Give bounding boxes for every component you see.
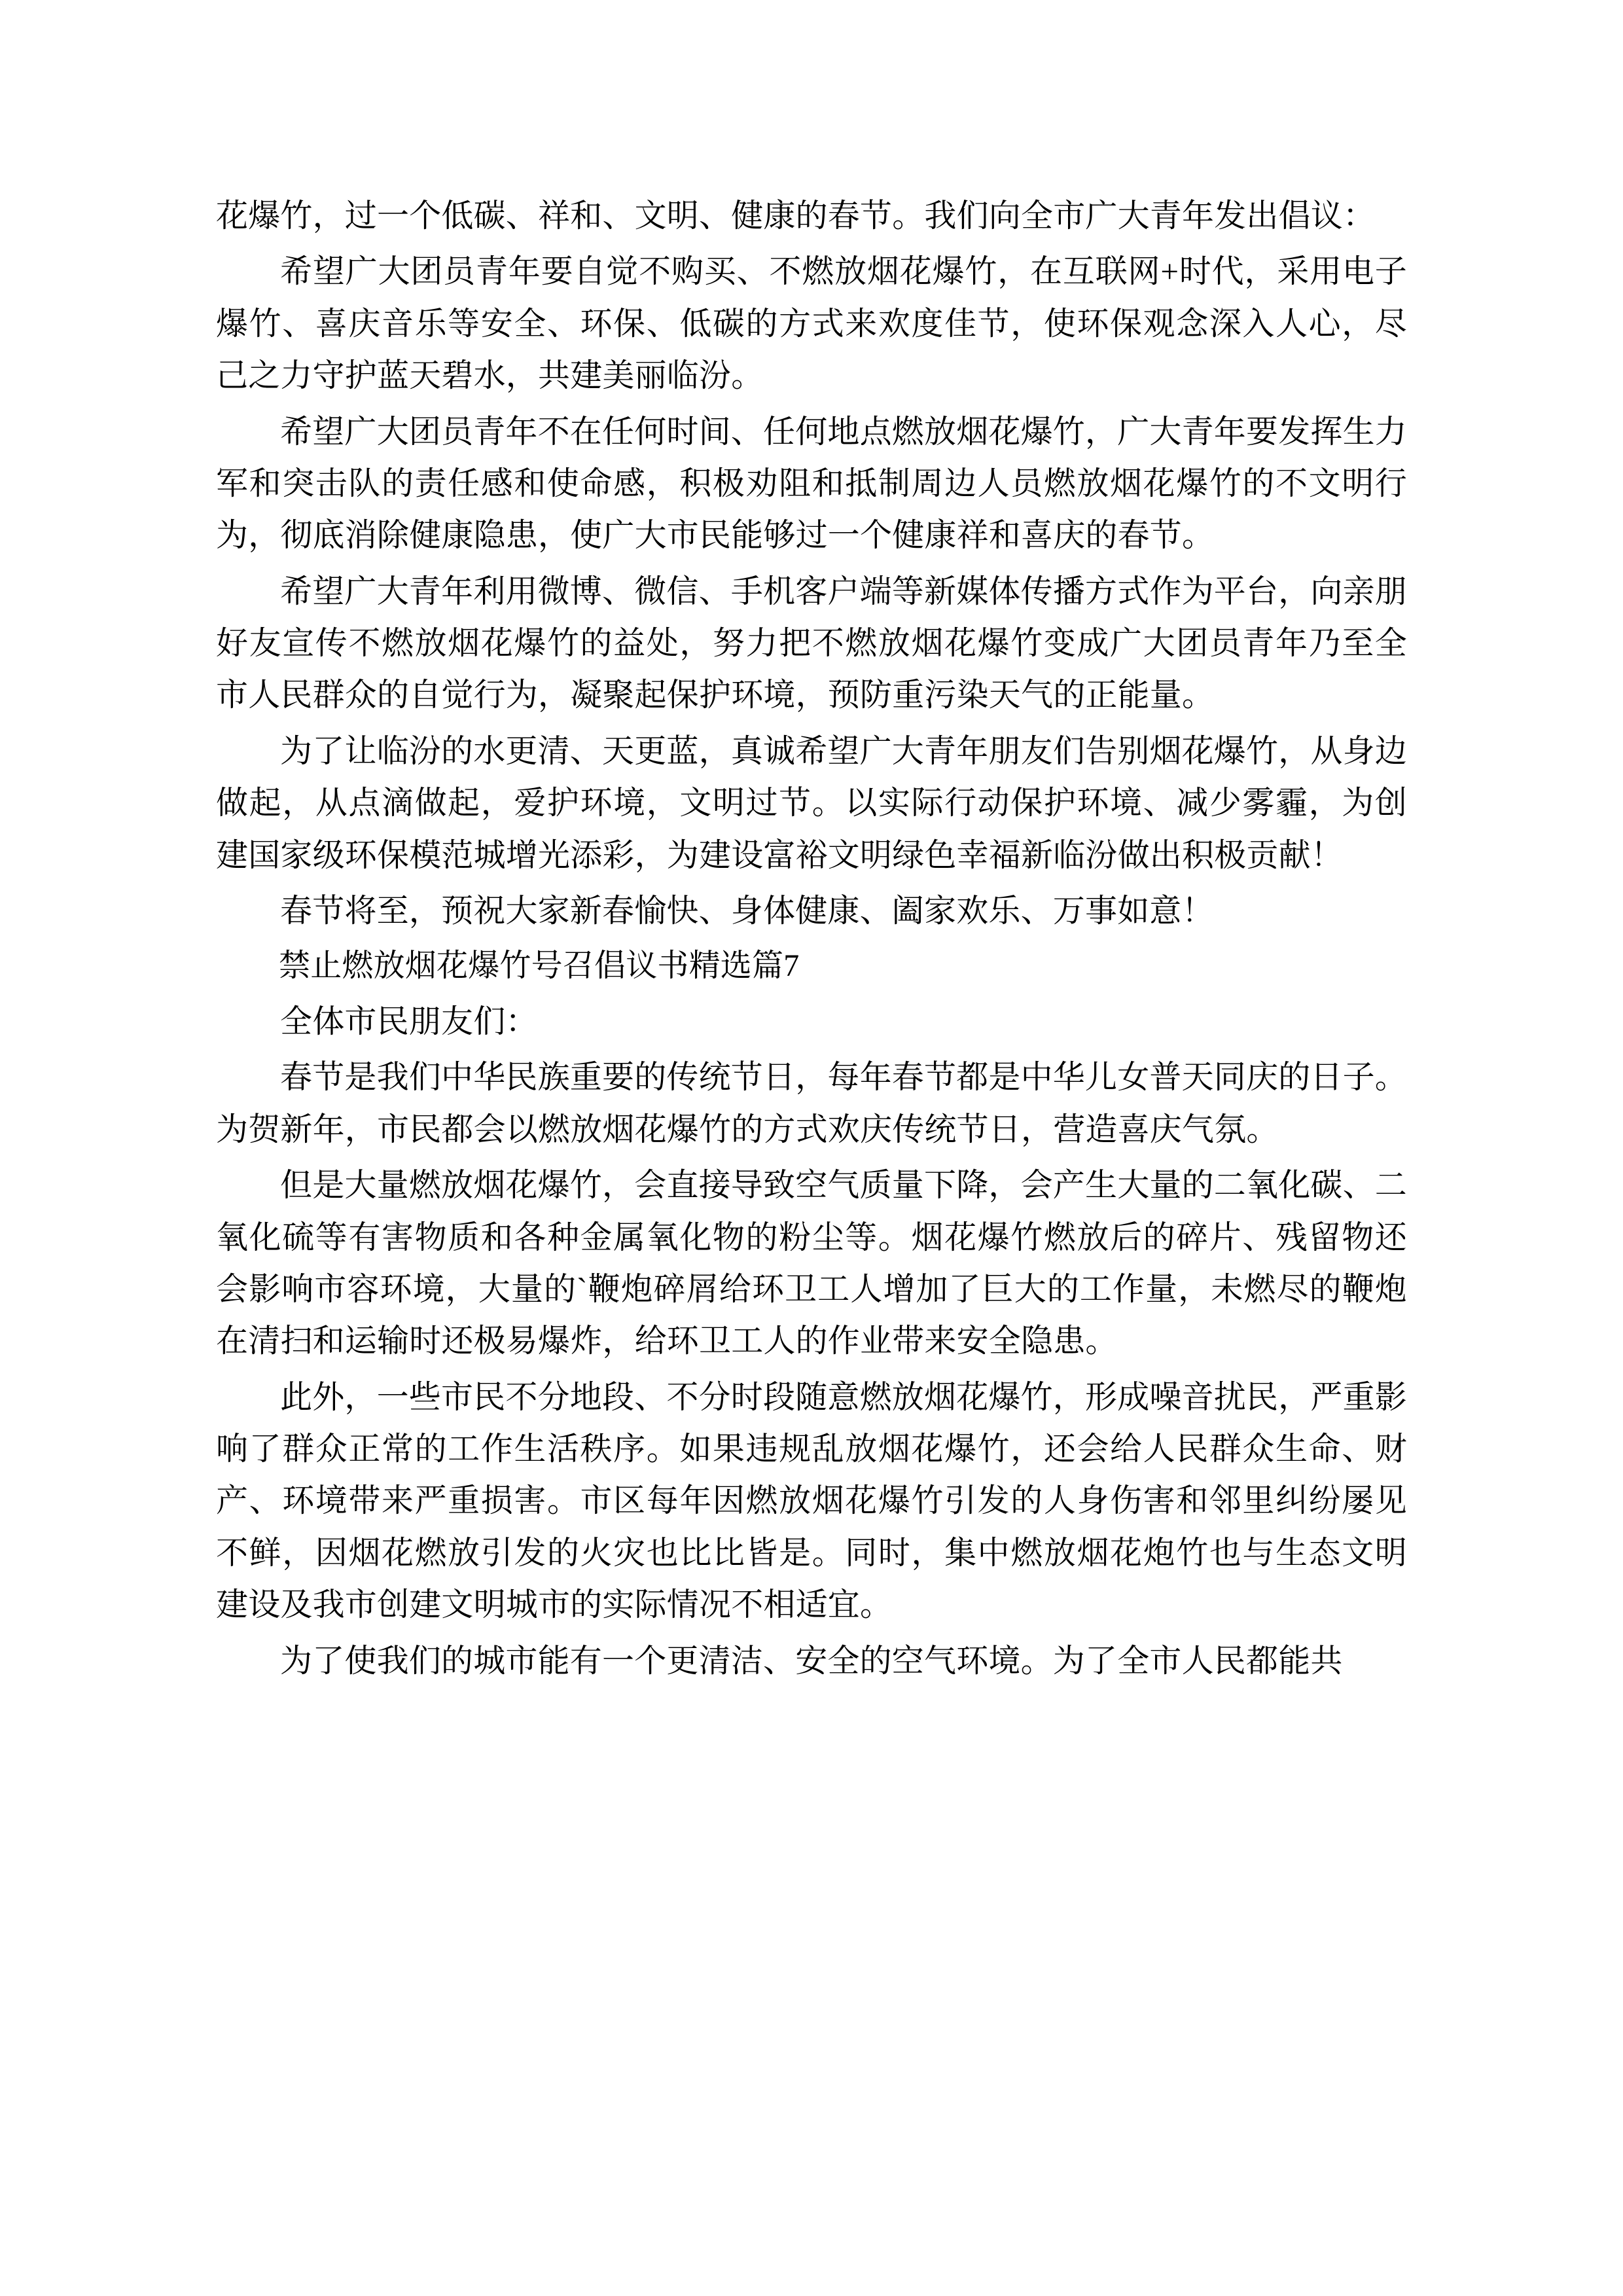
salutation: 全体市民朋友们： bbox=[280, 1003, 538, 1039]
paragraph: 希望广大青年利用微博、微信、手机客户端等新媒体传播方式作为平台，向亲朋好友宣传不燃放烟花爆竹的益处，努力把不燃放烟花爆竹变成广大团员青年乃至全市人民群众的自觉行为，凝聚起保护环境，预防重污染天气的正能量。 bbox=[216, 573, 1408, 713]
paragraph: 希望广大团员青年不在任何时间、任何地点燃放烟花爆竹，广大青年要发挥生力军和突击队的责任感和使命感，积极劝阻和抵制周边人员燃放烟花爆竹的不文明行为，彻底消除健康隐患，使广大市民能够过一个健康祥和喜庆的春节。 bbox=[216, 413, 1408, 554]
section-heading: 禁止燃放烟花爆竹号召倡议书精选篇7 bbox=[279, 948, 800, 984]
paragraph-continuation: 花爆竹，过一个低碳、祥和、文明、健康的春节。我们向全市广大青年发出倡议： bbox=[216, 198, 1376, 234]
paragraph: 此外，一些市民不分地段、不分时段随意燃放烟花爆竹，形成噪音扰民，严重影响了群众正常的工作生活秩序。如果违规乱放烟花爆竹，还会给人民群众生命、财产、环境带来严重损害。市区每年因燃放烟花爆竹引发的人身伤害和邻里纠纷屡见不鲜，因烟花燃放引发的火灾也比比皆是。同时，集中燃放烟花炮竹也与生态文明建设及我市创建文明城市的实际情况不相适宜。 bbox=[216, 1378, 1408, 1623]
paragraph: 希望广大团员青年要自觉不购买、不燃放烟花爆竹，在互联网+时代，采用电子爆竹、喜庆音乐等安全、环保、低碳的方式来欢度佳节，使环保观念深入人心，尽己之力守护蓝天碧水，共建美丽临汾。 bbox=[216, 253, 1407, 394]
document-body bbox=[216, 190, 1407, 1687]
paragraph: 春节是我们中华民族重要的传统节日，每年春节都是中华儿女普天同庆的日子。为贺新年，市民都会以燃放烟花爆竹的方式欢庆传统节日，营造喜庆气氛。 bbox=[216, 1059, 1408, 1147]
paragraph: 为了让临汾的水更清、天更蓝，真诚希望广大青年朋友们告别烟花爆竹，从身边做起，从点滴做起，爱护环境，文明过节。以实际行动保护环境、减少雾霾，为创建国家级环保模范城增光添彩，为建设富裕文明绿色幸福新临汾做出积极贡献！ bbox=[216, 732, 1408, 873]
paragraph: 但是大量燃放烟花爆竹，会直接导致空气质量下降，会产生大量的二氧化碳、二氧化硫等有害物质和各种金属氧化物的粉尘等。烟花爆竹燃放后的碎片、残留物还会影响市容环境，大量的`鞭炮碎屑给环卫工人增加了巨大的工作量，未燃尽的鞭炮在清扫和运输时还极易爆炸，给环卫工人的作业带来安全隐患。 bbox=[216, 1167, 1408, 1359]
paragraph: 春节将至，预祝大家新春愉快、身体健康、阖家欢乐、万事如意！ bbox=[280, 892, 1214, 929]
paragraph: 为了使我们的城市能有一个更清洁、安全的空气环境。为了全市人民都能共 bbox=[280, 1642, 1343, 1679]
